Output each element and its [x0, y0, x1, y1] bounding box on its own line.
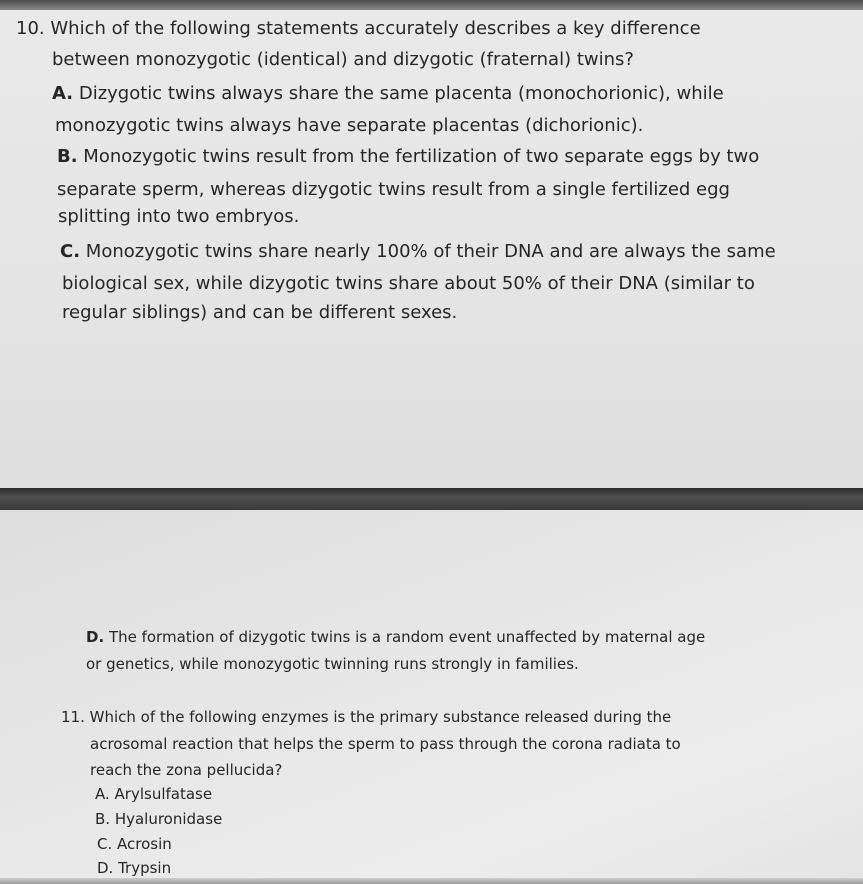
- option-b-letter: B.: [57, 146, 78, 167]
- option-c-letter: C.: [60, 241, 81, 262]
- question-11-option-d: D. Trypsin: [97, 859, 172, 877]
- question-11-stem-line-2: acrosomal reaction that helps the sperm to pass through the corona radiata to: [90, 735, 681, 753]
- question-10-stem-line-2: between monozygotic (identical) and dizygotic (fraternal) twins?: [52, 49, 634, 70]
- option-a-letter: A.: [52, 83, 74, 104]
- question-11-option-c: C. Acrosin: [97, 835, 172, 853]
- question-10-option-b-line-1: B. Monozygotic twins result from the fertilization of two separate eggs by two: [57, 146, 760, 167]
- question-11-stem-line-1: 11. Which of the following enzymes is the primary substance released during the: [61, 708, 672, 726]
- page-fold-divider: [0, 488, 863, 510]
- question-10-number: 10.: [16, 18, 45, 39]
- question-10-option-a-line-2: monozygotic twins always have separate placentas (dichorionic).: [55, 115, 644, 136]
- question-10-option-c-line-2: biological sex, while dizygotic twins share about 50% of their DNA (similar to: [62, 273, 755, 294]
- question-10-option-c-line-3: regular siblings) and can be different sexes.: [62, 302, 458, 323]
- question-11-option-a: A. Arylsulfatase: [95, 785, 213, 803]
- question-10-option-b-line-3: splitting into two embryos.: [58, 206, 300, 227]
- question-11-option-b: B. Hyaluronidase: [95, 810, 223, 828]
- question-10-option-a-line-1: A. Dizygotic twins always share the same placenta (monochorionic), while: [52, 83, 724, 104]
- question-10-option-b-line-2: separate sperm, whereas dizygotic twins result from a single fertilized egg: [57, 179, 730, 200]
- question-10-option-c-line-1: C. Monozygotic twins share nearly 100% of their DNA and are always the same: [60, 241, 776, 262]
- question-11-stem-line-3: reach the zona pellucida?: [90, 761, 283, 779]
- question-10-stem-line-1: 10. Which of the following statements accurately describes a key difference: [16, 18, 701, 39]
- question-10-option-d-line-1: D. The formation of dizygotic twins is a random event unaffected by maternal age: [86, 628, 706, 646]
- top-edge: [0, 0, 863, 10]
- option-d-letter: D.: [86, 628, 105, 646]
- question-11-number: 11.: [61, 708, 85, 726]
- question-10-option-d-line-2: or genetics, while monozygotic twinning runs strongly in families.: [86, 655, 579, 673]
- bottom-edge: [0, 878, 863, 884]
